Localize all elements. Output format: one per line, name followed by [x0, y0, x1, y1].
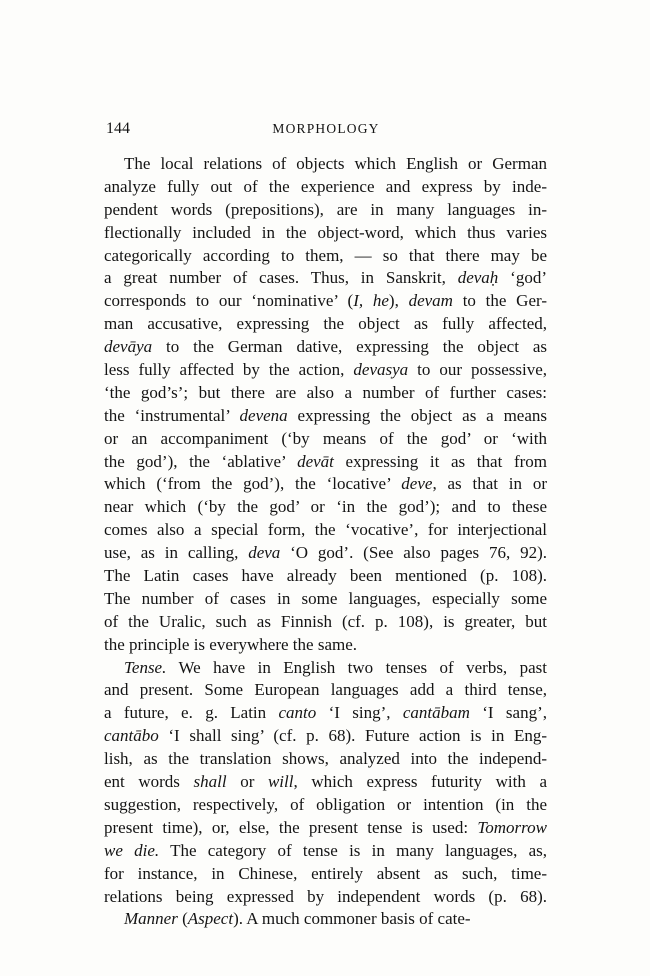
text-line: which (‘from the god’), the ‘locative’ deve, as that in or	[104, 474, 547, 494]
text-line: ent words shall or will, which express futurity with a	[104, 772, 547, 792]
text-line: and present. Some European languages add a third tense,	[104, 680, 547, 700]
text-line: corresponds to our ‘nominative’ (I, he), devam to the Ger-	[104, 291, 547, 311]
text-line: the principle is everywhere the same.	[104, 634, 358, 654]
page-header	[106, 120, 546, 140]
text-line: of the Uralic, such as Finnish (cf. p. 108), is greater, but	[104, 611, 547, 631]
text-line: we die. The category of tense is in many languages, as,	[104, 840, 548, 860]
running-head: MORPHOLOGY	[272, 121, 380, 136]
text-line: near which (‘by the god’ or ‘in the god’); and to these	[104, 497, 547, 517]
page-number: 144	[106, 120, 130, 137]
text-line: relations being expressed by independent words (p. 68).	[104, 886, 547, 906]
text-line: less fully affected by the action, devasya to our possessive,	[104, 360, 547, 380]
text-line: suggestion, respectively, of obligation or intention (in the	[104, 794, 547, 814]
text-line: the ‘instrumental’ devena expressing the object as a means	[104, 405, 548, 425]
text-line: comes also a special form, the ‘vocative’, for interjectional	[104, 520, 547, 540]
text-line: a future, e. g. Latin canto ‘I sing’, cantābam ‘I sang’,	[104, 703, 547, 723]
text-line: Tense. We have in English two tenses of verbs, past	[124, 657, 547, 677]
text-line: analyze fully out of the experience and express by inde-	[104, 176, 547, 196]
text-line: use, as in calling, deva ‘O god’. (See also pages 76, 92).	[104, 543, 547, 563]
text-line: The local relations of objects which English or German	[124, 154, 547, 173]
text-line: devāya to the German dative, expressing the object as	[104, 337, 547, 357]
text-line: man accusative, expressing the object as fully affected,	[104, 314, 547, 334]
text-line: The Latin cases have already been mentioned (p. 108).	[104, 566, 547, 586]
text-line: flectionally included in the object-word, which thus varies	[104, 222, 547, 242]
text-line: or an accompaniment (‘by means of the god’ or ‘with	[104, 428, 547, 448]
text-line: present time), or, else, the present tense is used: Tomorrow	[104, 817, 547, 837]
text-line: cantābo ‘I shall sing’ (cf. p. 68). Future action is in Eng-	[104, 726, 547, 746]
text-line: a great number of cases. Thus, in Sanskrit, devaḥ ‘god’	[104, 268, 547, 288]
text-line: The number of cases in some languages, especially some	[104, 588, 547, 608]
text-line: lish, as the translation shows, analyzed into the independ-	[104, 749, 547, 769]
text-line: for instance, in Chinese, entirely absent as such, time-	[104, 863, 547, 883]
text-line: pendent words (prepositions), are in many languages in-	[104, 199, 547, 219]
body-text	[104, 153, 547, 931]
text-line: categorically according to them, — so that there may be	[104, 245, 547, 265]
text-line: Manner (Aspect). A much commoner basis of cate-	[124, 909, 471, 929]
text-line: the god’), the ‘ablative’ devāt expressing it as that from	[104, 451, 547, 471]
text-line: ‘the god’s’; but there are also a number of further cases:	[104, 382, 547, 402]
